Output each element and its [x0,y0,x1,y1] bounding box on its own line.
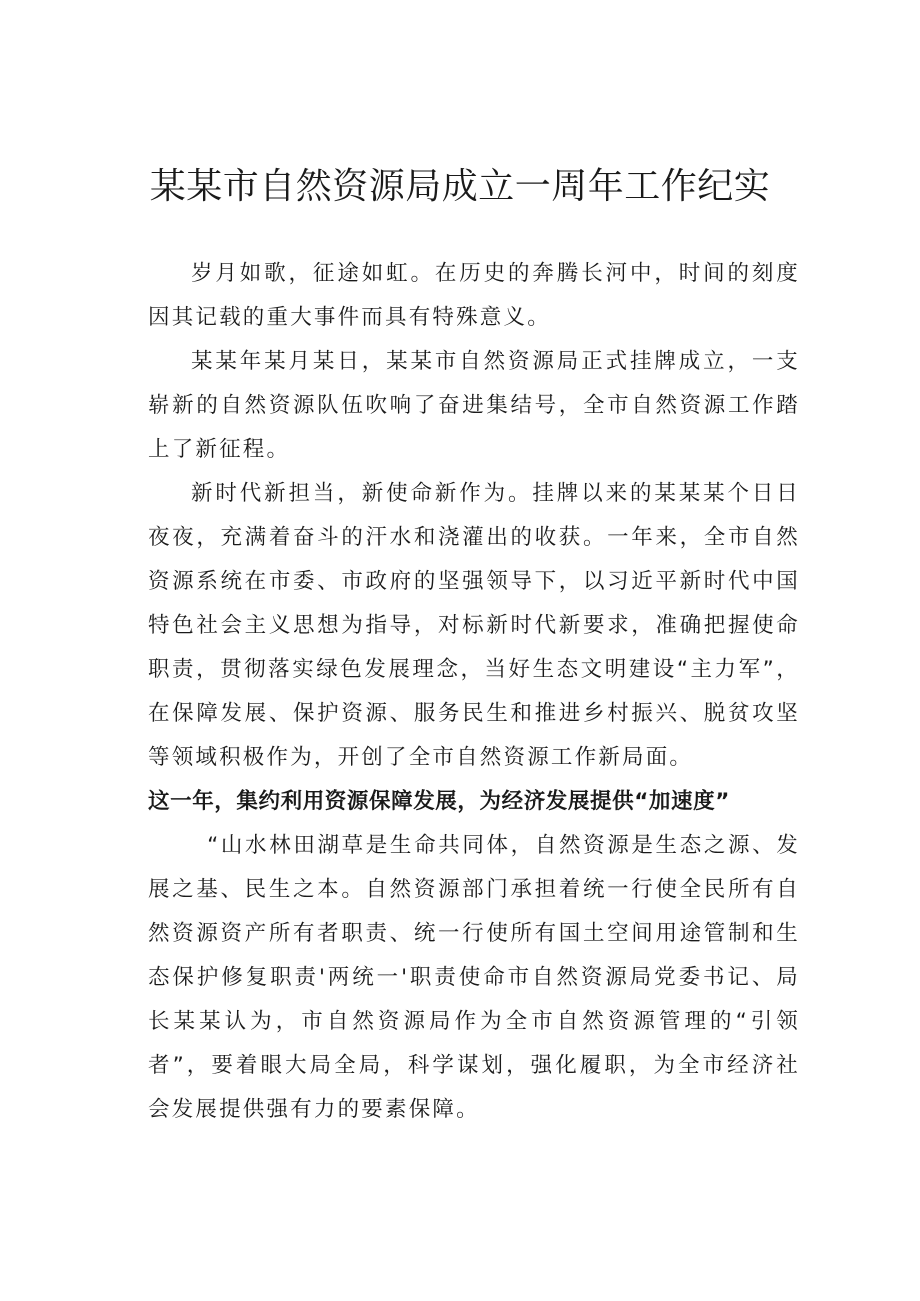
document-title: 某某市自然资源局成立一周年工作纪实 [149,166,771,207]
paragraph-new-era: 新时代新担当，新使命新作为。挂牌以来的某某某个日日夜夜，充满着奋斗的汗水和浇灌出的收获。一年来，全市自然资源系统在市委、市政府的坚强领导下，以习近平新时代中国特色社会主义思想为指导，对标新时代新要求，准确把握使命职责，贯彻落实绿色发展理念，当好生态文明建设“主力军”，在保障发展、保护资源、服务民生和推进乡村振兴、脱贫攻坚等领域积极作为，开创了全市自然资源工作新局面。 [148,481,800,770]
paragraph-intro: 岁月如歌，征途如虹。在历史的奔腾长河中，时间的刻度因其记载的重大事件而具有特殊意义。 [148,261,800,330]
section-heading: 这一年，集约利用资源保障发展，为经济发展提供“加速度” [148,789,730,814]
paragraph-section-body: “山水林田湖草是生命共同体，自然资源是生态之源、发展之基、民生之本。自然资源部门承担着统一行使全民所有自然资源资产所有者职责、统一行使所有国土空间用途管制和生态保护修复职责'两统一'职责使命市自然资源局党委书记、局长某某认为，市自然资源局作为全市自然资源管理的“引领者”，要着眼大局全局，科学谋划，强化履职，为全市经济社会发展提供强有力的要素保障。 [148,833,800,1122]
paragraph-founding: 某某年某月某日，某某市自然资源局正式挂牌成立，一支崭新的自然资源队伍吹响了奋进集结号，全市自然资源工作踏上了新征程。 [148,349,800,462]
document-body [148,252,800,1132]
